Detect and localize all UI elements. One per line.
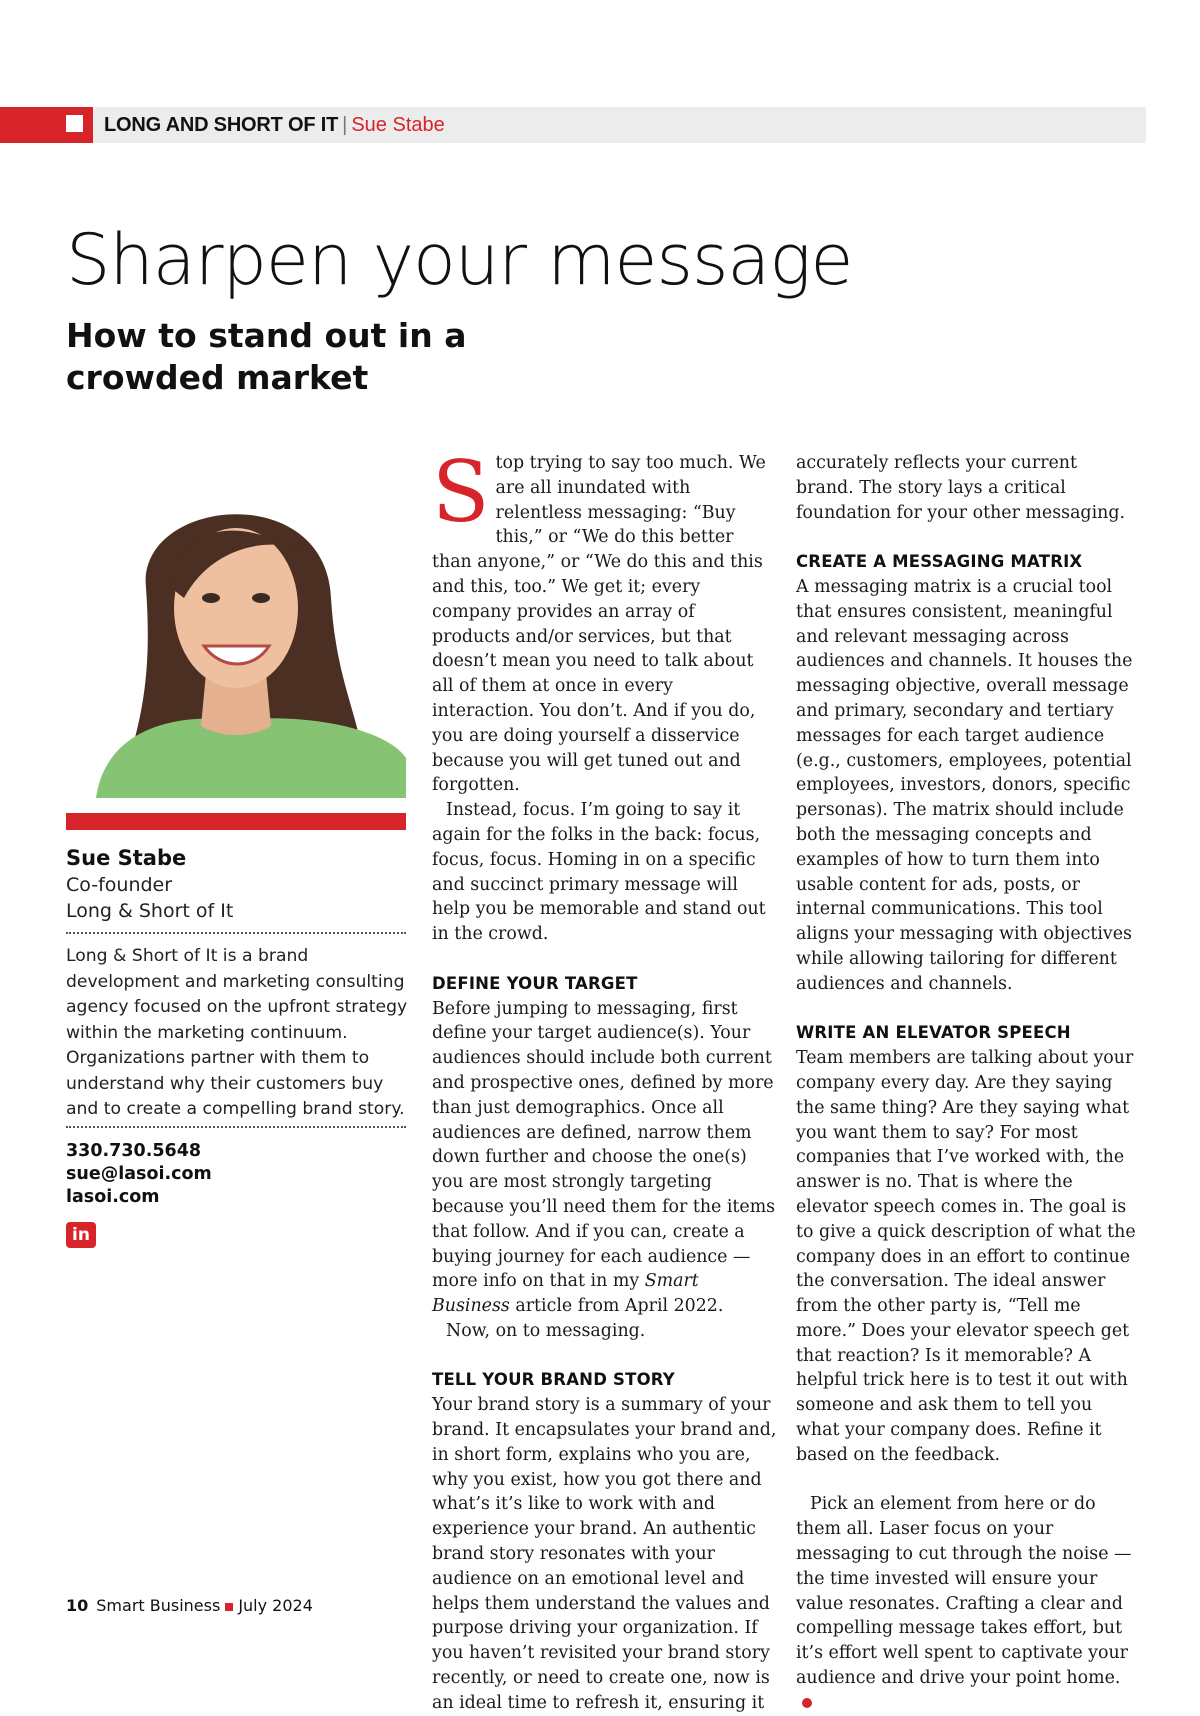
publication-name: Smart Business: [96, 1596, 221, 1615]
linkedin-icon[interactable]: in: [66, 1222, 96, 1248]
section-separator: |: [342, 114, 348, 136]
article-column-middle: [432, 443, 777, 1716]
section-author: Sue Stabe: [351, 114, 445, 136]
define-target-paragraph: Before jumping to messaging, first define your target audience(s). Your audiences should include both current and prospective ones, defined by more than just demographics. Once all audiences are defined, narrow them down further and choose the one(s) you are most strongly targeting because you’ll need them for the items that follow. And if you can, create a buying journey for each audience — more info on that in my Smart Business article from April 2022.: [432, 998, 776, 1317]
intro-paragraph-2: Instead, focus. I’m going to say it again for the folks in the back: focus, focus, focus. Homing in on a specific and succinct primary message will help you be memorable and stand out in the crowd.: [432, 800, 766, 945]
contact-phone[interactable]: 330.730.5648: [66, 1141, 202, 1161]
section-heading-elevator-speech: WRITE AN ELEVATOR SPEECH: [796, 1023, 1071, 1043]
article-subtitle: How to stand out in a crowded market: [66, 316, 467, 397]
intro-text: top trying to say too much. We are all inundated with relentless messaging: “Buy this,” or “We do this better than anyone,” or “We do this and this and this, too.” We get it; every company provides an array of products and/or services, but that doesn’t mean you need to talk about all of them at once in every interaction. You don’t. And if you do, you are doing yourself a disservice because you will get tuned out and forgotten.: [432, 453, 766, 796]
section-header-text: [104, 112, 445, 138]
section-header-square-icon: [66, 115, 83, 132]
closing-paragraph: Pick an element from here or do them all. Laser focus on your messaging to cut through the noise — the time invested will ensure your value resonates. Crafting a clear and compelling message takes effort, but it’s effort well spent to captivate your audience and drive your point home.: [796, 1492, 1136, 1715]
section-name: LONG AND SHORT OF IT: [104, 114, 339, 136]
publication-reference: Smart Business: [432, 1271, 699, 1317]
author-photo: [66, 458, 406, 798]
author-role: Co-founder: [66, 874, 173, 896]
define-target-paragraph-2: Now, on to messaging.: [446, 1320, 646, 1341]
footer-square-icon: [225, 1603, 233, 1611]
intro-paragraph: [432, 443, 777, 798]
brand-story-paragraph: Your brand story is a summary of your brand. It encapsulates your brand and, in short form, explains who you are, why you exist, how you got there and what’s it’s like to work with and experience your brand. An authentic brand story resonates with your audience on an emotional level and helps them understand the values and purpose driving your organization. If you haven’t revisited your brand story recently, or need to create one, now is an ideal time to refresh it, ensuring it: [432, 1395, 777, 1713]
author-name: Sue Stabe: [66, 846, 187, 870]
page-footer: [66, 1596, 313, 1616]
article-column-right: [796, 451, 1136, 1716]
bio-divider-bottom: [66, 1126, 406, 1128]
bio-divider-top: [66, 932, 406, 934]
company-description: Long & Short of It is a brand development and marketing consulting agency focused on the upfront strategy within the marketing continuum. Organizations partner with them to understand why their customers buy and to create a compelling brand story.: [66, 946, 408, 1119]
brand-story-paragraph-cont: accurately reflects your current brand. The story lays a critical foundation for your other messaging.: [796, 453, 1125, 523]
section-heading-define-target: DEFINE YOUR TARGET: [432, 973, 638, 993]
dropcap-letter: S: [432, 443, 490, 541]
end-mark-icon: [802, 1698, 812, 1708]
page-number: 10: [66, 1596, 89, 1615]
contact-email[interactable]: sue@lasoi.com: [66, 1164, 212, 1184]
contact-website[interactable]: lasoi.com: [66, 1187, 160, 1207]
section-heading-brand-story: TELL YOUR BRAND STORY: [432, 1370, 675, 1390]
messaging-matrix-paragraph: A messaging matrix is a crucial tool that ensures consistent, meaningful and relevant messaging across audiences and channels. It houses the messaging objective, overall message and primary, secondary and tertiary messages for each target audience (e.g., customers, employees, potential employees, investors, donors, specific personas). The matrix should include both the messaging concepts and examples of how to turn them into usable content for ads, posts, or internal communications. This tool aligns your messaging with objectives while allowing tailoring for different audiences and channels.: [796, 576, 1133, 994]
section-heading-messaging-matrix: CREATE A MESSAGING MATRIX: [796, 552, 1083, 572]
issue-date: July 2024: [238, 1596, 313, 1615]
author-company: Long & Short of It: [66, 900, 234, 922]
portrait-illustration: [66, 458, 406, 798]
elevator-speech-paragraph: Team members are talking about your company every day. Are they saying the same thing? Are they saying what you want them to say? For most companies that I’ve worked with, the answer is no. That is where the elevator speech comes in. The goal is to give a quick description of what the company does in an effort to continue the conversation. The ideal answer from the other party is, “Tell me more.” Does your elevator speech get that reaction? Is it memorable? A helpful trick here is to test it out with someone and ask them to tell you what your company does. Refine it based on the feedback.: [796, 1048, 1136, 1465]
article-title: Sharpen your message: [66, 219, 853, 301]
photo-divider: [66, 813, 406, 830]
